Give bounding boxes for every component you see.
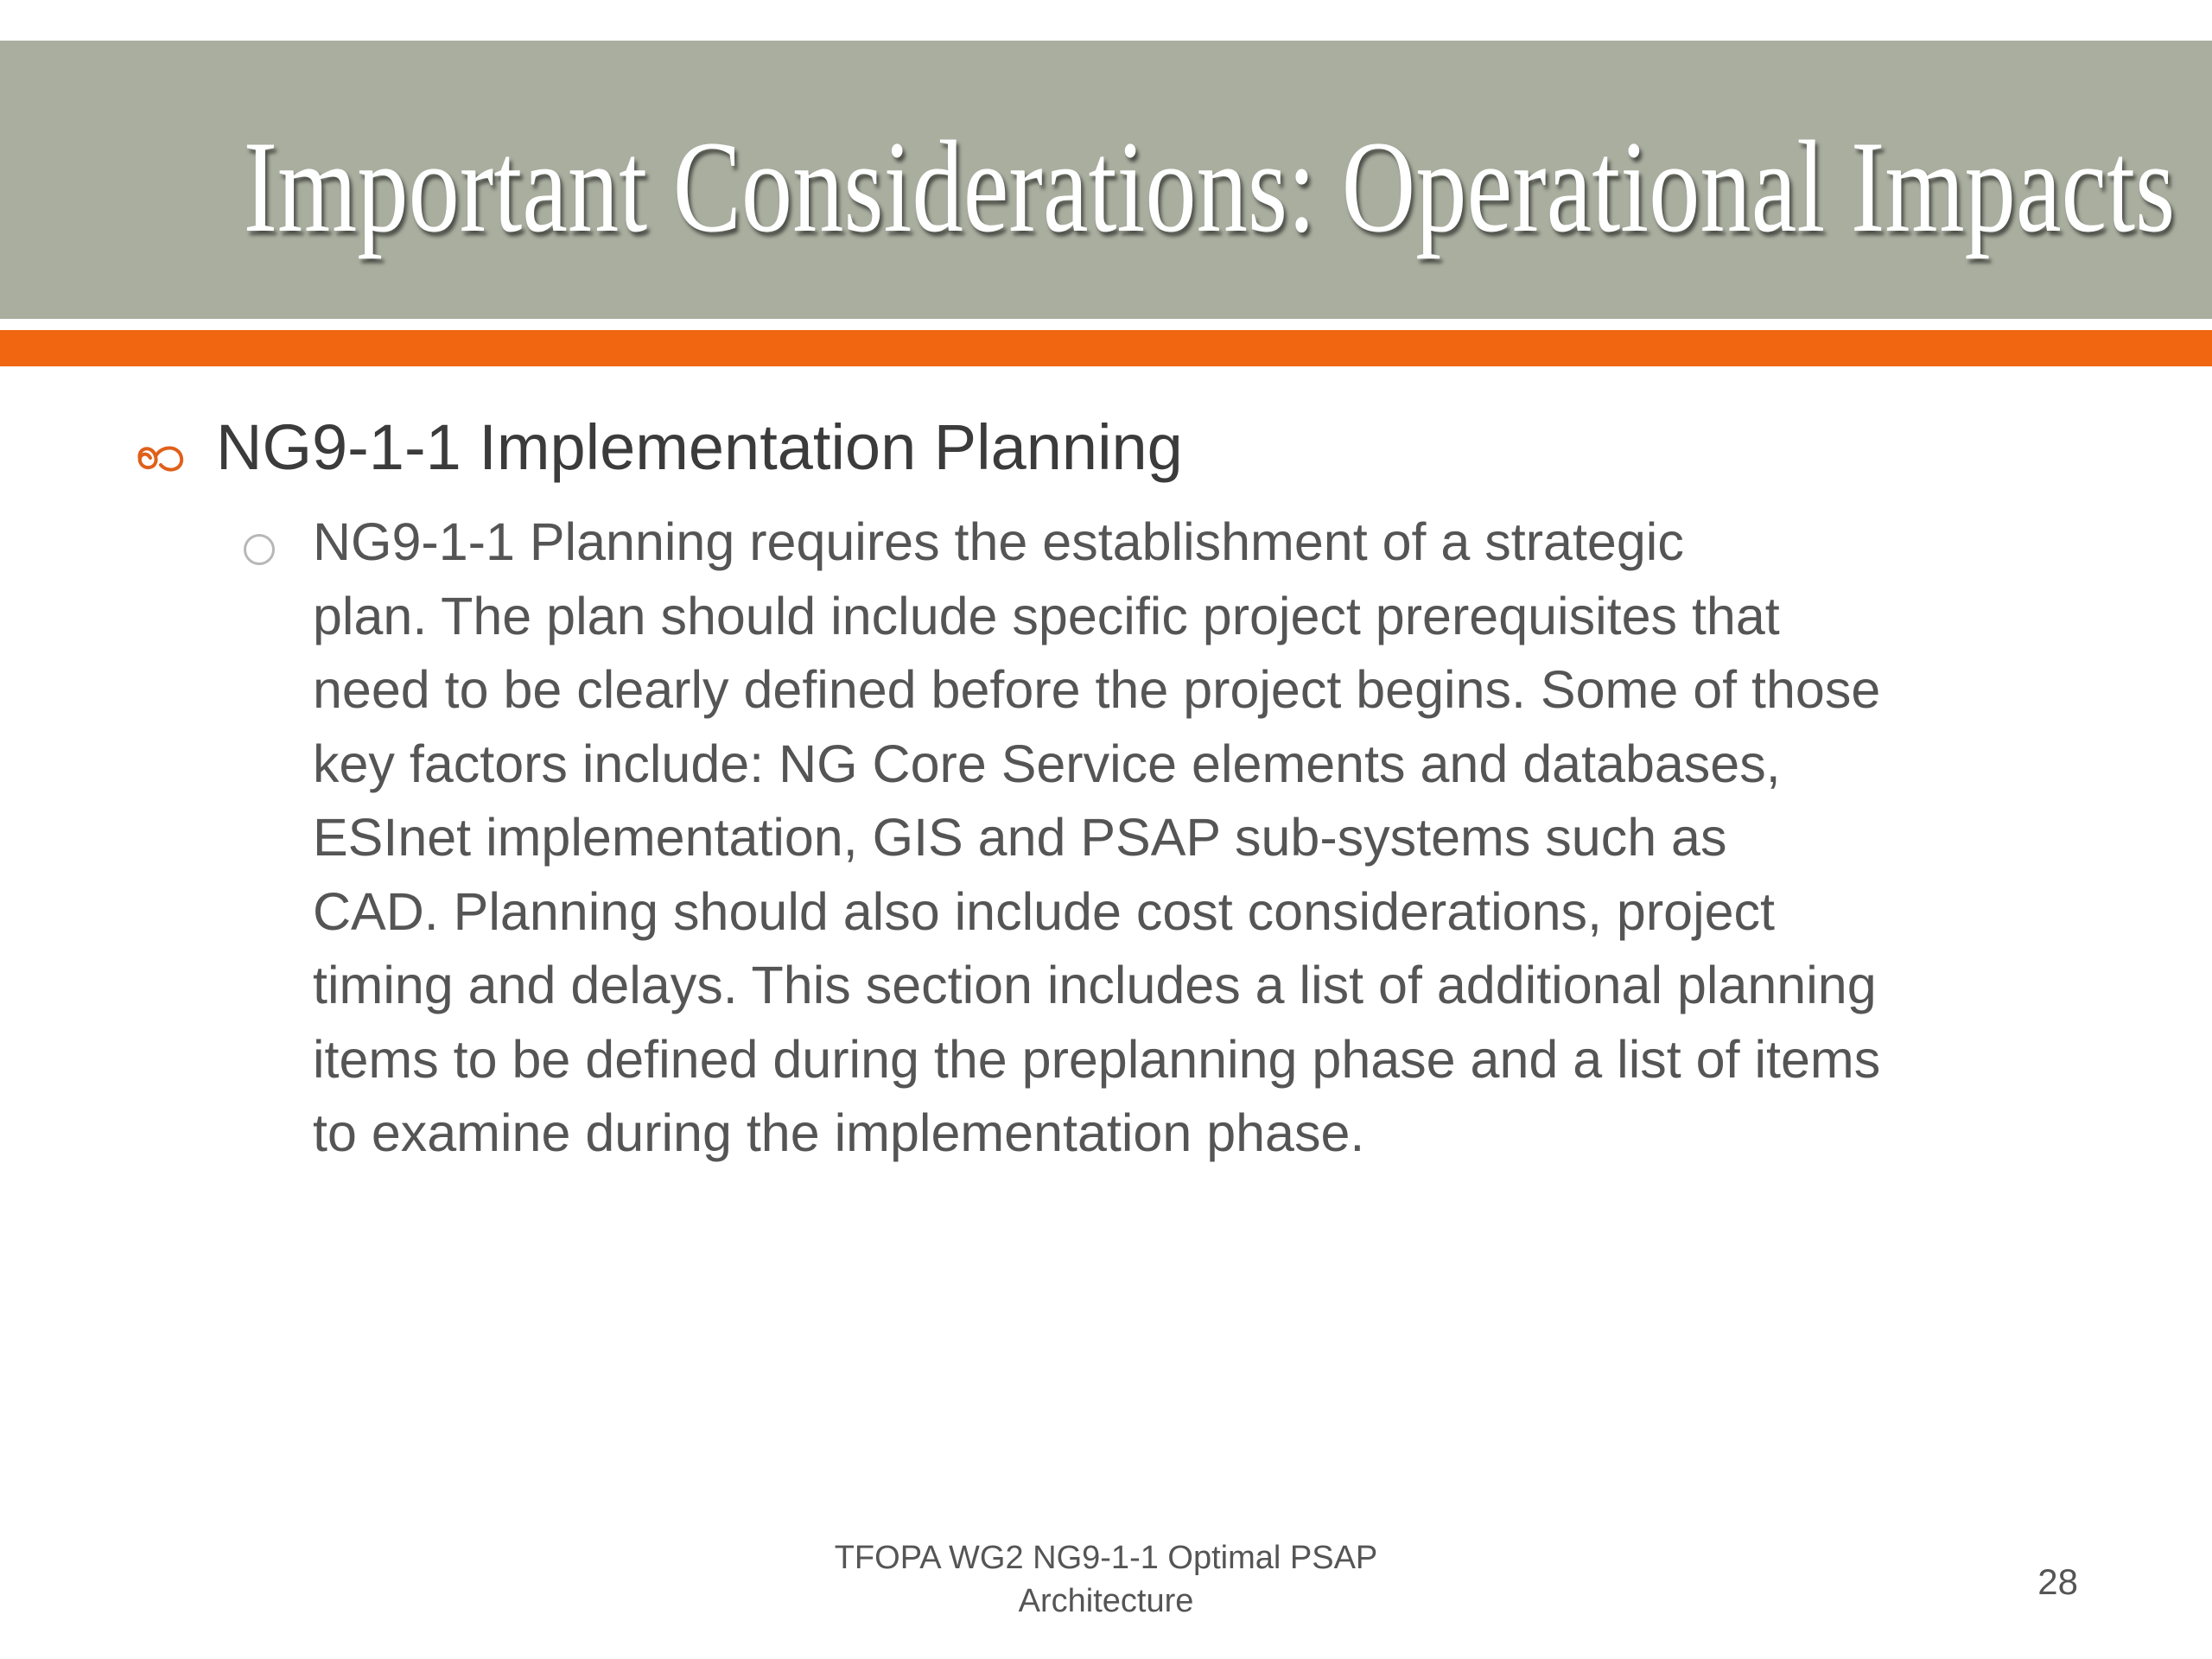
circle-bullet-icon — [244, 534, 275, 565]
swirl-bullet-icon — [131, 432, 192, 484]
body-text-line: key factors include: NG Core Service elements and databases, — [313, 734, 1781, 793]
body-text-line: items to be defined during the preplanning phase and a list of items — [313, 1029, 1881, 1089]
slide-footer — [760, 1536, 1452, 1623]
body-text-line: CAD. Planning should also include cost considerations, project — [313, 881, 1776, 941]
footer-line: TFOPA WG2 NG9-1-1 Optimal PSAP — [834, 1540, 1378, 1576]
body-text-line: timing and delays. This section includes a list of additional planning — [313, 956, 1877, 1014]
bullet-heading: NG9-1-1 Implementation Planning — [216, 411, 1183, 483]
bullet-body-text — [313, 505, 2127, 1171]
body-text-line: to examine during the implementation phase. — [313, 1103, 1365, 1162]
footer-line: Architecture — [1018, 1583, 1194, 1619]
page-number: 28 — [2037, 1561, 2078, 1602]
body-text-line: NG9-1-1 Planning requires the establishment of a strategic — [313, 512, 1684, 571]
body-text-line: plan. The plan should include specific project prerequisites that — [313, 586, 1780, 645]
accent-band — [0, 330, 2212, 366]
body-text-line: ESInet implementation, GIS and PSAP sub-systems such as — [313, 808, 1727, 867]
body-text-line: need to be clearly defined before the project begins. Some of those — [313, 660, 1881, 719]
slide-title: Important Considerations: Operational Impacts — [243, 114, 2176, 259]
